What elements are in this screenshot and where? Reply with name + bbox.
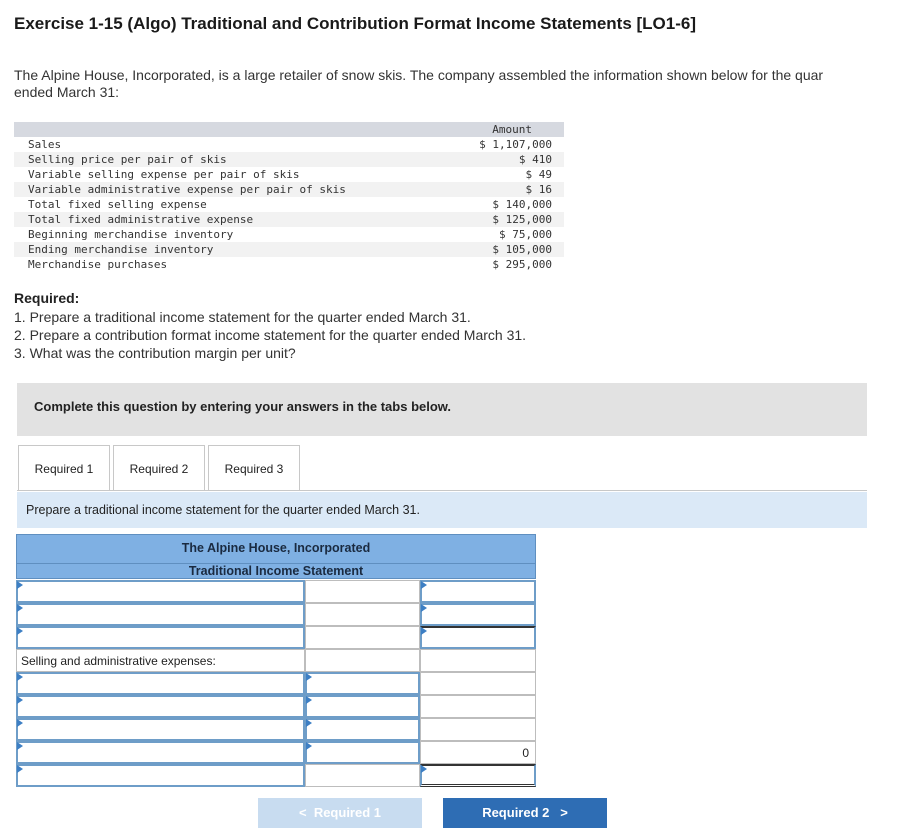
blank-cell [305,603,420,626]
blank-cell [420,672,536,695]
previous-button-label: Required 1 [313,805,381,820]
account-select[interactable] [16,672,305,695]
formula-arrow-icon [421,765,427,773]
statement-row [16,741,536,764]
formula-arrow-icon [421,627,427,635]
statement-row [16,695,536,718]
tab-required-3[interactable]: Required 3 [208,445,300,491]
account-select[interactable] [16,603,305,626]
sga-label-cell [16,649,305,672]
dropdown-arrow-icon [17,604,23,612]
tab-divider [17,490,867,491]
required-item: 3. What was the contribution margin per unit? [14,345,296,361]
account-select[interactable] [16,764,305,787]
amount-input[interactable] [420,603,536,626]
statement-row [16,718,536,741]
formula-arrow-icon [306,673,312,681]
formula-arrow-icon [421,581,427,589]
data-row: Total fixed selling expense $ 140,000 [28,198,552,211]
tab-required-2[interactable]: Required 2 [113,445,205,491]
formula-arrow-icon [421,604,427,612]
required-heading: Required: [14,290,80,306]
required-item: 2. Prepare a contribution format income statement for the quarter ended March 31. [14,327,527,343]
statement-row [16,764,536,787]
blank-cell [420,718,536,741]
amount-input[interactable] [305,695,420,718]
data-row: Variable selling expense per pair of skis $ 49 [28,168,552,181]
amount-header: Amount [14,122,564,137]
intro-text: The Alpine House, Incorporated, is a large retailer of snow skis. The company assembled the information shown below for the quar [14,67,824,83]
tab-instruction-text: Prepare a traditional income statement for the quarter ended March 31. [26,503,420,517]
amount-input[interactable] [420,626,536,649]
amount-input[interactable] [420,580,536,603]
account-select[interactable] [16,626,305,649]
account-select[interactable] [16,718,305,741]
blank-cell [305,764,420,787]
income-statement-header [16,534,536,579]
dropdown-arrow-icon [17,765,23,773]
formula-arrow-icon [306,719,312,727]
dropdown-arrow-icon [17,627,23,635]
blank-cell [305,649,420,672]
intro-text-continued: ended March 31: [14,84,120,100]
required-list [14,308,526,362]
dropdown-arrow-icon [17,742,23,750]
amount-input[interactable] [420,764,536,787]
blank-cell [305,626,420,649]
data-row: Merchandise purchases $ 295,000 [28,258,552,271]
statement-row [16,626,536,649]
dropdown-arrow-icon [17,673,23,681]
given-data-table [14,122,564,272]
data-row: Beginning merchandise inventory $ 75,000 [28,228,552,241]
next-button-label: Required 2 [482,805,550,820]
total-sga-cell [420,741,536,764]
account-select[interactable] [16,580,305,603]
statement-title: Traditional Income Statement [17,563,535,578]
dropdown-arrow-icon [17,696,23,704]
chevron-left-icon: < [298,805,307,820]
statement-row [16,649,536,672]
previous-button[interactable] [258,798,422,828]
total-sga-value: 0 [522,746,529,760]
company-name: The Alpine House, Incorporated [181,541,371,555]
data-row: Variable administrative expense per pair of skis $ 16 [14,182,564,197]
data-row: Selling price per pair of skis $ 410 [14,152,564,167]
tab-instruction [17,492,867,528]
account-select[interactable] [16,695,305,718]
tab-required-1[interactable]: Required 1 [18,445,110,491]
data-row: Total fixed administrative expense $ 125,000 [14,212,564,227]
sga-label: Selling and administrative expenses: [21,654,216,668]
page-title: Exercise 1-15 (Algo) Traditional and Contribution Format Income Statements [LO1-6] [14,14,696,33]
amount-input[interactable] [305,718,420,741]
chevron-right-icon: > [560,805,568,820]
dropdown-arrow-icon [17,581,23,589]
blank-cell [305,580,420,603]
required-item: 1. Prepare a traditional income statement for the quarter ended March 31. [14,309,471,325]
amount-input[interactable] [305,672,420,695]
account-select[interactable] [16,741,305,764]
statement-row [16,603,536,626]
blank-cell [420,695,536,718]
blank-cell [420,649,536,672]
formula-arrow-icon [306,696,312,704]
data-row: Sales $ 1,107,000 [28,138,552,151]
data-row: Ending merchandise inventory $ 105,000 [14,242,564,257]
statement-row [16,580,536,603]
statement-row [16,672,536,695]
next-button[interactable] [443,798,607,828]
dropdown-arrow-icon [17,719,23,727]
instruction-banner [17,383,867,436]
amount-input[interactable] [305,741,420,764]
formula-arrow-icon [306,742,312,750]
instruction-banner-text: Complete this question by entering your answers in the tabs below. [34,399,452,414]
statement-header [16,534,536,579]
